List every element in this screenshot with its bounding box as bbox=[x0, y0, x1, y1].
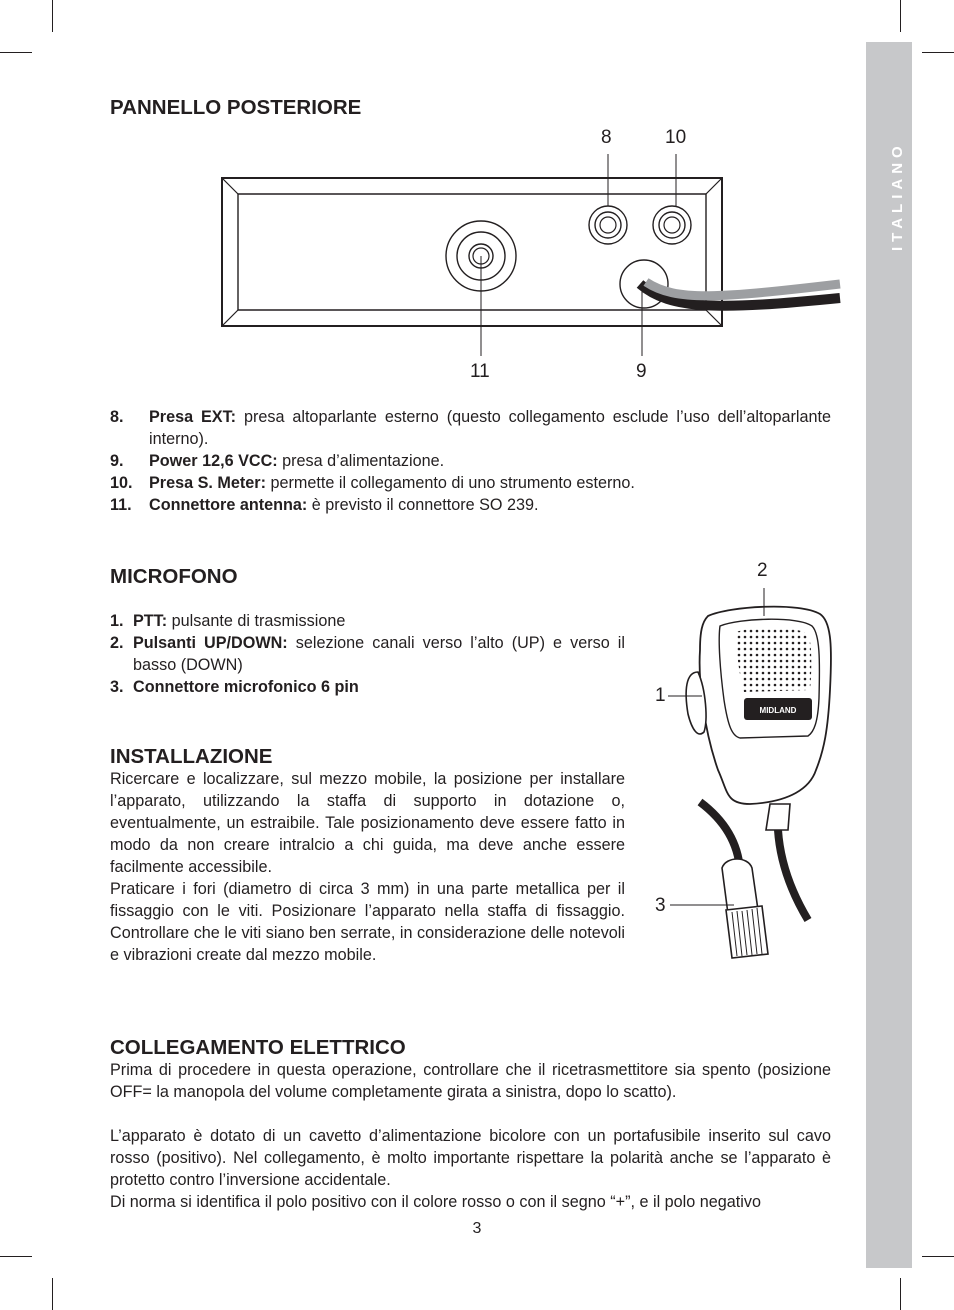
section-title-electrical: COLLEGAMENTO ELETTRICO bbox=[110, 1036, 406, 1059]
rear-panel-diagram bbox=[200, 160, 840, 350]
list-item: 11. Connettore antenna: è previsto il connettore SO 239. bbox=[110, 496, 539, 514]
callout-8: 8 bbox=[601, 127, 612, 148]
callout-2: 2 bbox=[757, 560, 768, 581]
list-item: 3. Connettore microfonico 6 pin bbox=[110, 678, 359, 696]
section-title-installation: INSTALLAZIONE bbox=[110, 745, 273, 768]
language-tab bbox=[866, 42, 912, 1268]
section-title-microphone: MICROFONO bbox=[110, 565, 238, 588]
installation-paragraph: Ricercare e localizzare, sul mezzo mobile, la posizione per installare l’apparato, utilizzando la staffa di supporto in dotazione o, eventualmente, un estraibile. Tale posizionamento deve essere fatto in modo da non creare intralcio a chi guida, ma deve anche essere facilmente accessibile. bbox=[110, 770, 625, 876]
crop-mark bbox=[0, 1256, 32, 1257]
list-item: 1. PTT: pulsante di trasmissione bbox=[110, 612, 346, 630]
midland-logo-text: MIDLAND bbox=[759, 706, 797, 715]
callout-9: 9 bbox=[636, 361, 647, 382]
crop-mark bbox=[52, 0, 53, 32]
crop-mark bbox=[0, 52, 32, 53]
crop-mark bbox=[922, 1256, 954, 1257]
crop-mark bbox=[900, 0, 901, 32]
crop-mark bbox=[52, 1278, 53, 1310]
list-item: 9. Power 12,6 VCC: presa d’alimentazione. bbox=[110, 452, 445, 470]
electrical-paragraph: Prima di procedere in questa operazione, controllare che il ricetrasmettitore sia spento (posizione OFF= la manopola del volume completamente girata a sinistra, dopo lo scatto). bbox=[110, 1061, 831, 1101]
language-tab-label: ITALIANO bbox=[889, 141, 906, 251]
callout-1: 1 bbox=[655, 685, 666, 706]
callout-11: 11 bbox=[470, 361, 490, 382]
electrical-paragraph: L’apparato è dotato di un cavetto d’alimentazione bicolore con un portafusibile inserito sul cavo rosso (positivo). Nel collegamento, è molto importante rispettare la polarità anche se l’apparato è protetto contro l’inversione accidentale. bbox=[110, 1127, 831, 1189]
electrical-paragraph: Di norma si identifica il polo positivo con il colore rosso o con il segno “+”, e il polo negativo bbox=[110, 1193, 761, 1211]
page-number: 3 bbox=[472, 1220, 482, 1237]
crop-mark bbox=[900, 1278, 901, 1310]
list-item: 8. Presa EXT: presa altoparlante esterno (questo collegamento esclude l’uso dell’altoparlante interno). bbox=[110, 408, 831, 448]
section-title-rear-panel: PANNELLO POSTERIORE bbox=[110, 96, 362, 119]
microphone-list bbox=[110, 610, 625, 698]
mic-connector bbox=[722, 859, 758, 914]
list-item: 10. Presa S. Meter: permette il collegamento di uno strumento esterno. bbox=[110, 474, 635, 492]
installation-paragraph: Praticare i fori (diametro di circa 3 mm) in una parte metallica per il fissaggio con le viti. Posizionare l’apparato nella staffa di fissaggio. Controllare che le viti siano ben serrate, in considerazione delle notevoli e vibrazioni create dal mezzo mobile. bbox=[110, 880, 625, 964]
microphone-diagram bbox=[640, 580, 840, 965]
callout-10: 10 bbox=[665, 127, 687, 148]
list-item: 2. Pulsanti UP/DOWN: selezione canali verso l’alto (UP) e verso il basso (DOWN) bbox=[110, 634, 625, 674]
crop-mark bbox=[922, 52, 954, 53]
rear-panel-list bbox=[110, 406, 831, 516]
callout-3: 3 bbox=[655, 895, 666, 916]
